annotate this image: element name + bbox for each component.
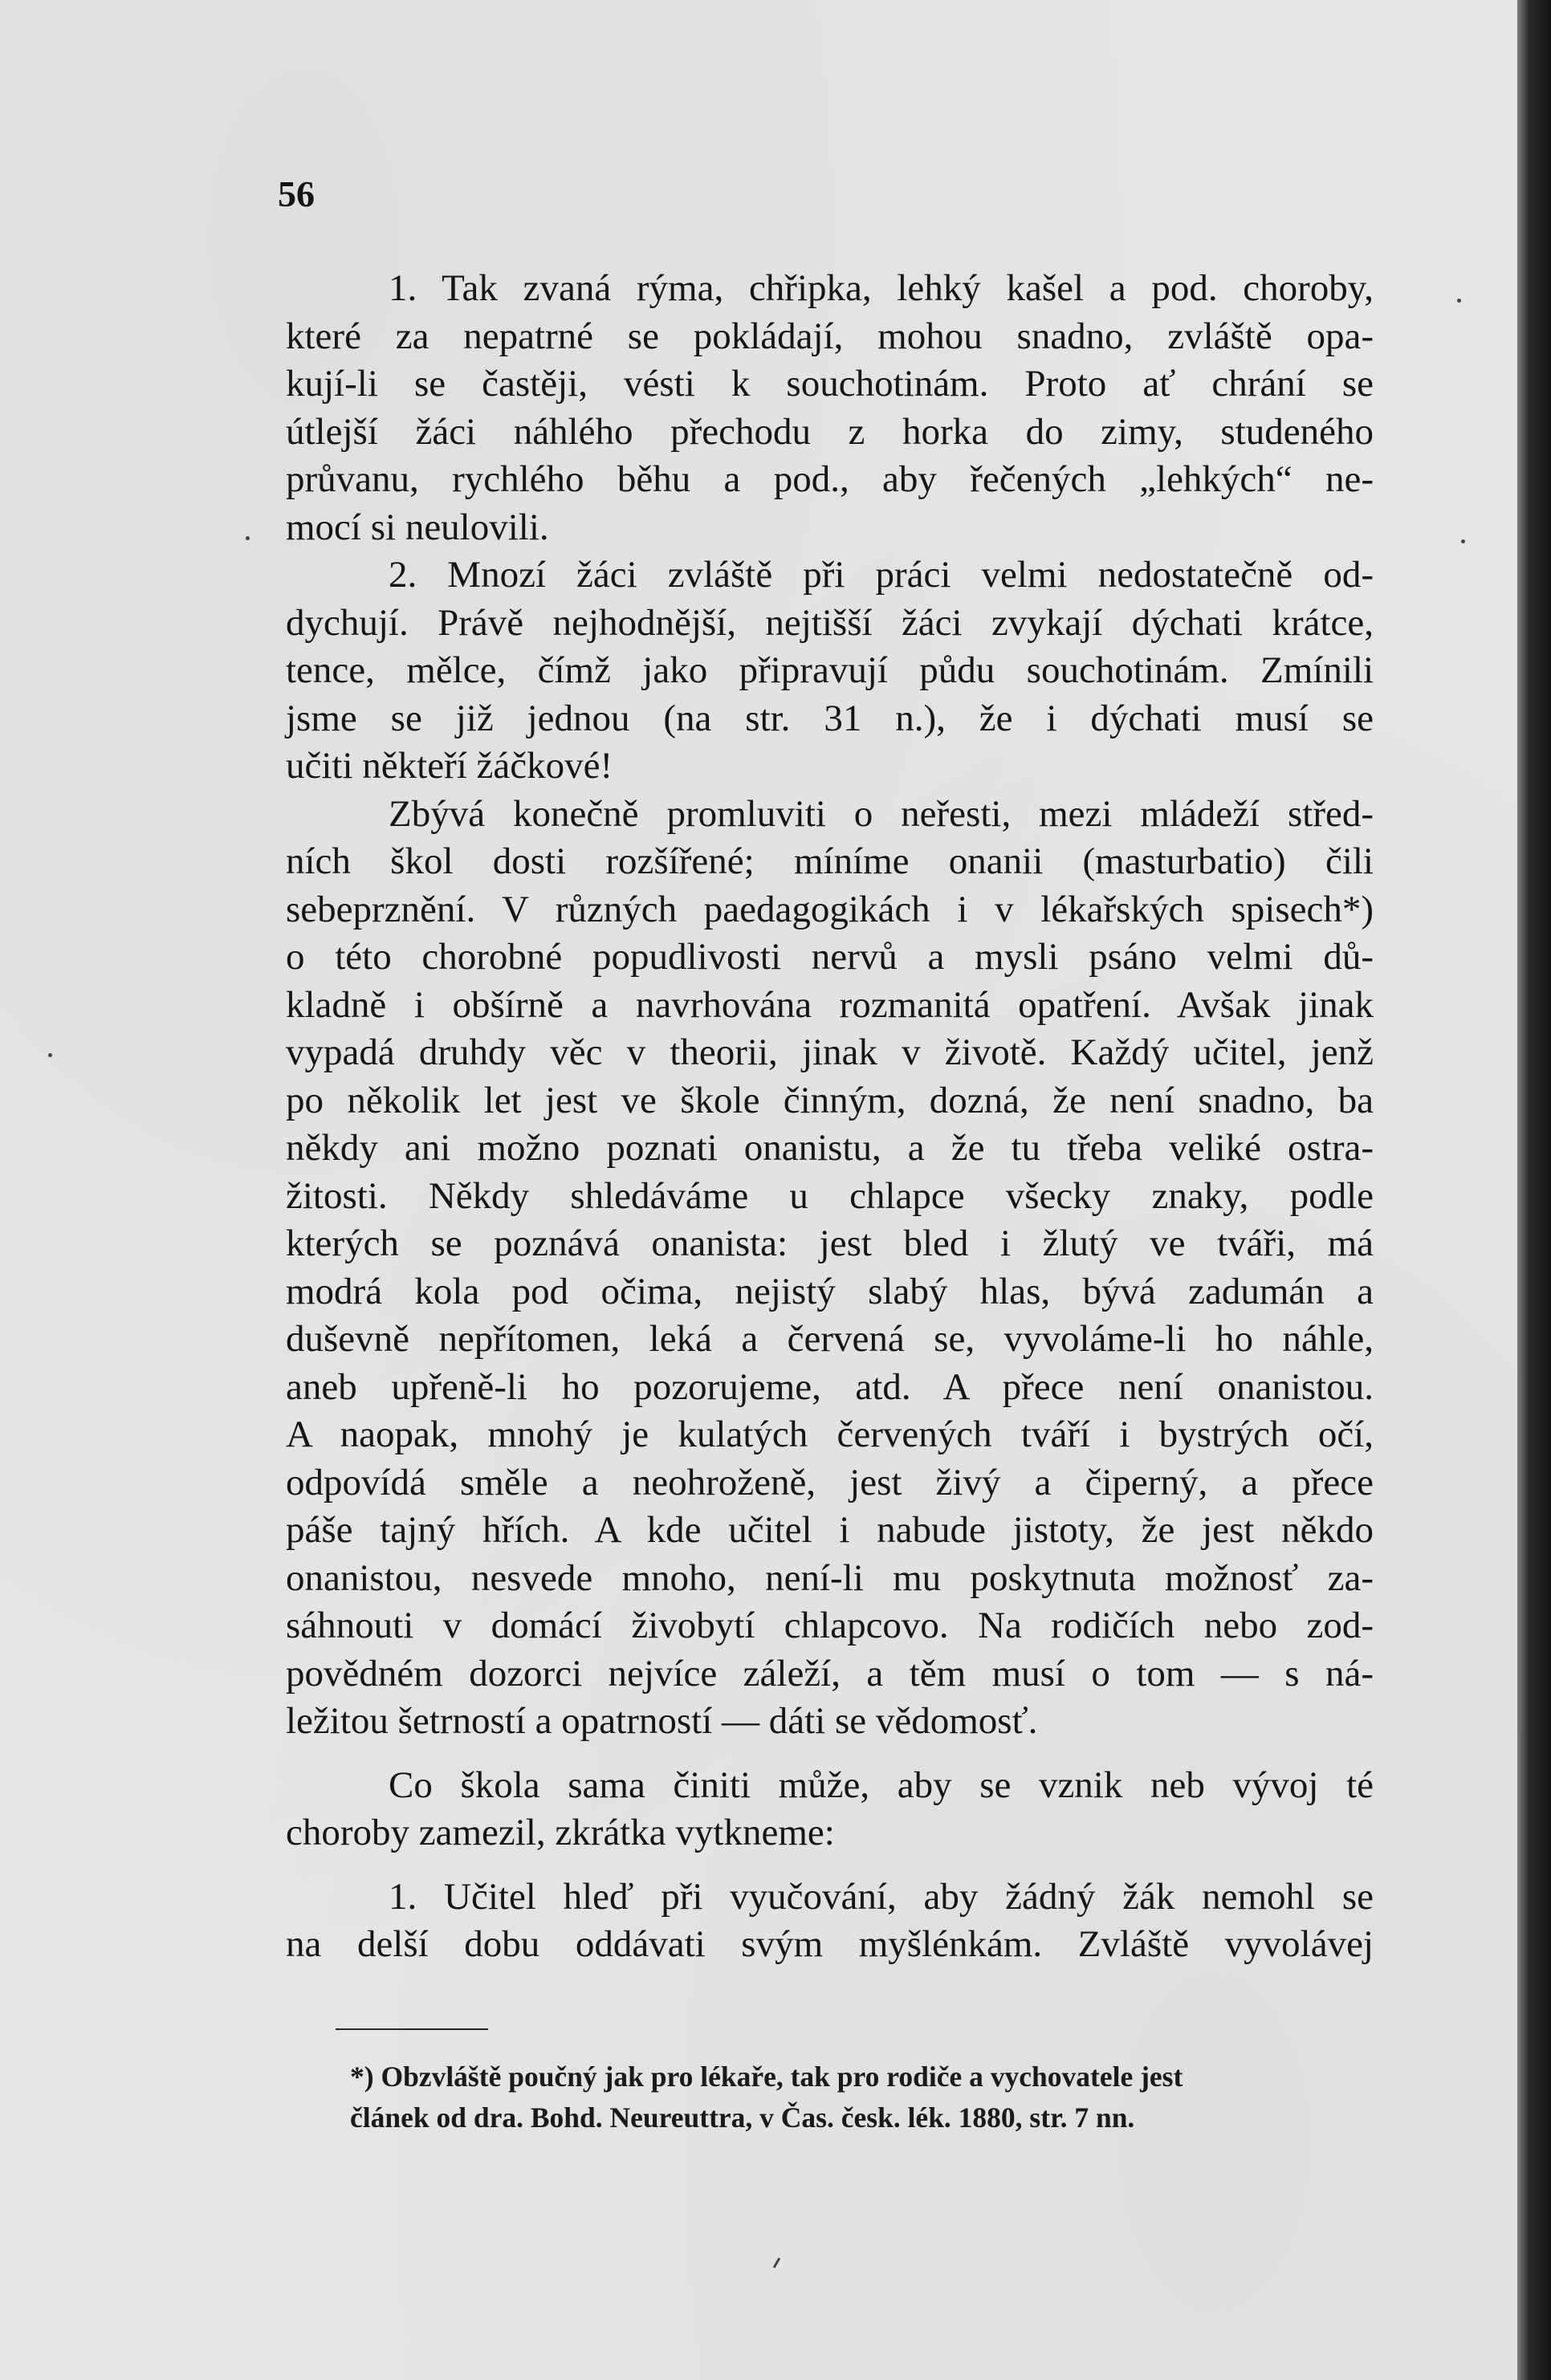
text-line: odpovídá směle a neohroženě, jest živý a čiperný, a přece xyxy=(286,1461,1374,1503)
text-line: kterých se poznává onanista: jest bled i žlutý ve tváři, má xyxy=(286,1223,1374,1264)
paragraph-1 xyxy=(286,265,1374,551)
text-line: průvanu, rychlého běhu a pod., aby řečených „lehkých“ ne- xyxy=(286,458,1374,500)
text-line: o této chorobné popudlivosti nervů a mysli psáno velmi dů- xyxy=(286,936,1374,978)
text-line: útlejší žáci náhlého přechodu z horka do zimy, studeného xyxy=(286,410,1374,453)
text-line: ních škol dosti rozšířené; míníme onanii (masturbatio) čili xyxy=(286,840,1374,882)
paragraph-3 xyxy=(286,791,1374,1746)
footnote-divider xyxy=(336,2028,488,2030)
text-line: žitosti. Někdy shledáváme u chlapce všecky znaky, podle xyxy=(286,1174,1374,1217)
text-line: 2. Mnozí žáci zvláště při práci velmi nedostatečně od- xyxy=(389,554,1374,596)
text-line: páše tajný hřích. A kde učitel i nabude jistoty, že jest někdo xyxy=(286,1509,1374,1551)
footnote xyxy=(350,2057,1376,2138)
text-line: duševně nepřítomen, leká a červená se, vyvoláme-li ho náhle, xyxy=(286,1318,1374,1360)
scan-speck xyxy=(1457,299,1461,303)
text-line: vypadá druhdy věc v theorii, jinak v životě. Každý učitel, jenž xyxy=(286,1031,1374,1073)
footnote-text-1: Obzvláště poučný jak pro lékaře, tak pro rodiče a vychovatele jest xyxy=(381,2061,1183,2093)
text-line: někdy ani možno poznati onanistu, a že tu třeba veliké ostra- xyxy=(286,1127,1374,1169)
text-line: Zbývá konečně promluviti o neřesti, mezi mládeží střed- xyxy=(389,792,1374,835)
text-line: A naopak, mnohý je kulatých červených tváří i bystrých očí, xyxy=(286,1414,1374,1455)
text-line: na delší dobu oddávati svým myšlénkám. Zvláště vyvolávej xyxy=(286,1923,1374,1965)
paragraph-4 xyxy=(286,1762,1374,1857)
text-line: mocí si neulovili. xyxy=(286,506,549,548)
text-line: které za nepatrné se pokládají, mohou snadno, zvláště opa- xyxy=(286,315,1374,357)
text-line: onanistou, nesvede mnoho, není-li mu poskytnuta možnosť za- xyxy=(286,1556,1374,1599)
text-line: kladně i obšírně a navrhována rozmanitá opatření. Avšak jinak xyxy=(286,983,1374,1026)
text-line: kují-li se častěji, vésti k souchotinám. Proto ať chrání se xyxy=(286,363,1374,405)
text-line: 1. Učitel hleď při vyučování, aby žádný žák nemohl se xyxy=(389,1875,1374,1918)
text-line: 1. Tak zvaná rýma, chřipka, lehký kašel a pod. choroby, xyxy=(389,267,1374,309)
text-line: sáhnouti v domácí živobytí chlapcovo. Na rodičích nebo zod- xyxy=(286,1605,1374,1646)
body-text xyxy=(286,265,1374,1969)
paragraph-2 xyxy=(286,551,1374,791)
text-line: aneb upřeně-li ho pozorujeme, atd. A přece není onanistou. xyxy=(286,1365,1374,1408)
footnote-marker: *) xyxy=(350,2061,374,2093)
text-line: dychují. Právě nejhodnější, nejtišší žáci zvykají dýchati krátce, xyxy=(286,601,1374,644)
footnote-line-1 xyxy=(350,2057,1376,2097)
footnote-text-2: článek od dra. Bohd. Neureuttra, v Čas. česk. lék. 1880, str. 7 nn. xyxy=(350,2101,1135,2134)
scan-edge xyxy=(1517,0,1551,2380)
text-line: učiti někteří žáčkové! xyxy=(286,745,613,787)
text-line: po několik let jest ve škole činným, dozná, že není snadno, ba xyxy=(286,1079,1374,1121)
text-line: povědném dozorci nejvíce záleží, a těm musí o tom — s ná- xyxy=(286,1652,1374,1694)
scan-speck xyxy=(246,536,250,540)
text-line: Co škola sama činiti může, aby se vznik neb vývoj té xyxy=(389,1764,1374,1806)
paragraph-5 xyxy=(286,1873,1374,1969)
paragraph-gap xyxy=(286,1857,1374,1873)
paragraph-gap xyxy=(286,1746,1374,1762)
scan-speck xyxy=(773,2257,781,2268)
text-line: tence, mělce, čímž jako připravují půdu souchotinám. Zmínili xyxy=(286,649,1374,691)
text-line: choroby zamezil, zkrátka vytkneme: xyxy=(286,1812,835,1853)
page-number: 56 xyxy=(278,173,315,214)
text-line: jsme se již jednou (na str. 31 n.), že i dýchati musí se xyxy=(286,697,1374,739)
text-line: sebeprznění. V různých paedagogikách i v lékařských spisech*) xyxy=(286,888,1374,930)
text-line: modrá kola pod očima, nejistý slabý hlas, bývá zadumán a xyxy=(286,1270,1374,1312)
scan-speck xyxy=(48,1053,52,1057)
text-line: ležitou šetrností a opatrností — dáti se vědomosť. xyxy=(286,1700,1038,1742)
scan-speck xyxy=(1461,539,1465,543)
